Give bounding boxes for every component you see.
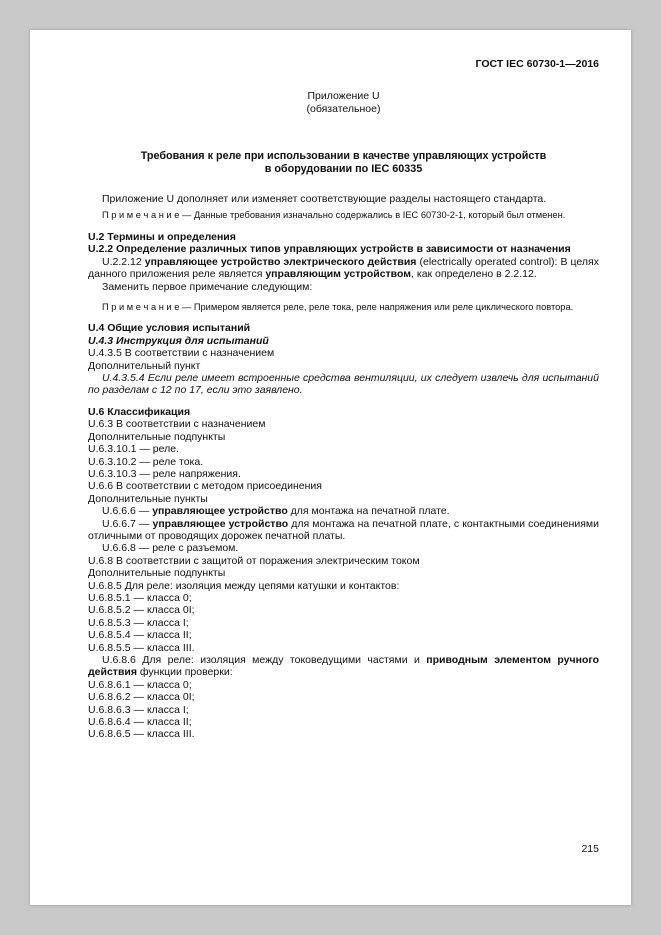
paragraph — [88, 629, 599, 641]
text-run: U.6.8.5 Для реле: изоляция между цепями катушки и контактов: — [88, 579, 400, 592]
paragraph — [88, 542, 599, 554]
paragraph — [88, 505, 599, 517]
text-run: U.6.8.5.1 — класса 0; — [88, 591, 192, 604]
text-run: Дополнительные подпункты — [88, 430, 226, 443]
text-run: U.6.8.5.3 — класса I; — [88, 616, 189, 629]
paragraph — [88, 654, 599, 679]
paragraph — [88, 443, 599, 455]
section-heading — [88, 406, 599, 418]
paragraph — [88, 679, 599, 691]
paragraph — [88, 360, 599, 372]
text-run: , как определено в 2.2.12. — [411, 268, 537, 281]
text-run: U.6.8 В соответствии с защитой от поражения электрическим током — [88, 554, 420, 567]
text-run: U.6.6.8 — реле с разъемом. — [102, 542, 239, 555]
annex-name: Приложение U — [307, 90, 380, 102]
text-run: U.4.3.5.4 Если реле имеет встроенные средства вентиляции, их следует извлечь для испытаний по разделам с 12 по 17, если это заявлено. — [88, 372, 599, 397]
section-heading — [88, 231, 599, 243]
text-run: U.6.3.10.3 — реле напряжения. — [88, 467, 241, 480]
text-run: Дополнительные подпункты — [88, 567, 226, 580]
page-number: 215 — [581, 843, 599, 855]
text-run: U.6.8.5.2 — класса 0I; — [88, 604, 195, 617]
paragraph — [88, 592, 599, 604]
text-run: управляющее устройство — [152, 505, 291, 518]
paragraph — [88, 716, 599, 728]
paragraph — [88, 456, 599, 468]
document-page — [30, 30, 631, 905]
paragraph — [88, 431, 599, 443]
text-run: (electrically operated control): В целях данного приложения реле является — [88, 255, 599, 281]
text-run: для монтажа на печатной плате. — [290, 505, 450, 518]
text-run: U.4.3 Инструкция для испытаний — [88, 334, 269, 347]
text-run: U.6.8.5.4 — класса II; — [88, 629, 192, 642]
paragraph — [88, 691, 599, 703]
note-paragraph — [88, 302, 599, 314]
text-run: приводным элементом ручного действия — [88, 654, 600, 679]
text-run: U.2.2 Определение различных типов управляющих устройств в зависимости от назначения — [88, 243, 571, 256]
section-heading — [88, 243, 599, 255]
text-run: U.6.8.5.5 — класса III. — [88, 641, 195, 654]
text-run: U.6.8.6.2 — класса 0I; — [88, 691, 195, 704]
text-run: U.2 Термины и определения — [88, 230, 236, 243]
standard-designation: ГОСТ IEC 60730-1—2016 — [475, 58, 599, 70]
text-run: U.6.6.7 — — [102, 517, 153, 530]
paragraph — [88, 418, 599, 430]
text-run: U.4.3.5 В соответствии с назначением — [88, 347, 275, 360]
text-run: U.6.3.10.2 — реле тока. — [88, 455, 204, 468]
text-run: U.6.8.6 Для реле: изоляция между токоведущими частями и — [102, 654, 427, 666]
annex-type: (обязательное) — [306, 103, 381, 115]
paragraph — [88, 518, 599, 543]
text-run: управляющим устройством — [265, 268, 412, 281]
document-body — [88, 193, 599, 741]
paragraph — [88, 567, 599, 579]
text-run: U.6.8.6.5 — класса III. — [88, 728, 195, 741]
text-run: Дополнительный пункт — [88, 359, 201, 372]
document-title-line-2: в оборудовании по IEC 60335 — [264, 163, 423, 175]
paragraph — [88, 617, 599, 629]
page-header — [88, 58, 599, 70]
paragraph — [88, 256, 599, 281]
text-run: U.6.8.6.4 — класса II; — [88, 716, 192, 729]
text-run: Приложение U дополняет или изменяет соответствующие разделы настоящего стандарта. — [102, 193, 547, 205]
annex-heading — [88, 90, 599, 116]
paragraph — [88, 704, 599, 716]
paragraph — [88, 728, 599, 740]
text-run: U.6.6 В соответствии с методом присоединения — [88, 480, 322, 493]
text-run: U.6.8.6.3 — класса I; — [88, 703, 189, 716]
paragraph — [88, 493, 599, 505]
paragraph — [88, 347, 599, 359]
section-heading — [88, 335, 599, 347]
paragraph — [88, 604, 599, 616]
text-run: Дополнительные пункты — [88, 492, 208, 505]
text-run: U.6.3 В соответствии с назначением — [88, 418, 266, 431]
paragraph — [88, 555, 599, 567]
text-run: П р и м е ч а н и е — Данные требования изначально содержались в IEC 60730-2-1, который был отменен. — [102, 210, 566, 221]
document-title-line-1: Требования к реле при использовании в качестве управляющих устройств — [140, 150, 547, 162]
paragraph — [88, 580, 599, 592]
text-run: функции проверки: — [136, 666, 233, 679]
text-run: U.6 Классификация — [88, 405, 191, 418]
text-run: для монтажа на печатной плате, с контактными соединениями отличными от проводящих дорожек печатной платы. — [88, 517, 599, 542]
paragraph — [88, 642, 599, 654]
paragraph — [88, 193, 599, 205]
paragraph — [88, 468, 599, 480]
text-run: управляющее устройство — [152, 517, 292, 530]
text-run: управляющее устройство электрического действия — [144, 255, 420, 268]
paragraph — [88, 281, 599, 293]
text-run: Заменить первое примечание следующим: — [102, 280, 313, 293]
paragraph — [88, 372, 599, 397]
text-run: U.4 Общие условия испытаний — [88, 322, 251, 335]
text-run: П р и м е ч а н и е — Примером является реле, реле тока, реле напряжения или реле циклического повтора. — [102, 301, 574, 312]
text-run: U.2.2.12 — [102, 255, 145, 268]
text-run: U.6.6.6 — — [102, 505, 153, 518]
note-paragraph — [88, 210, 599, 222]
text-run: U.6.8.6.1 — класса 0; — [88, 678, 192, 691]
section-heading — [88, 322, 599, 334]
paragraph — [88, 480, 599, 492]
text-run: U.6.3.10.1 — реле. — [88, 443, 179, 456]
document-title — [88, 150, 599, 176]
